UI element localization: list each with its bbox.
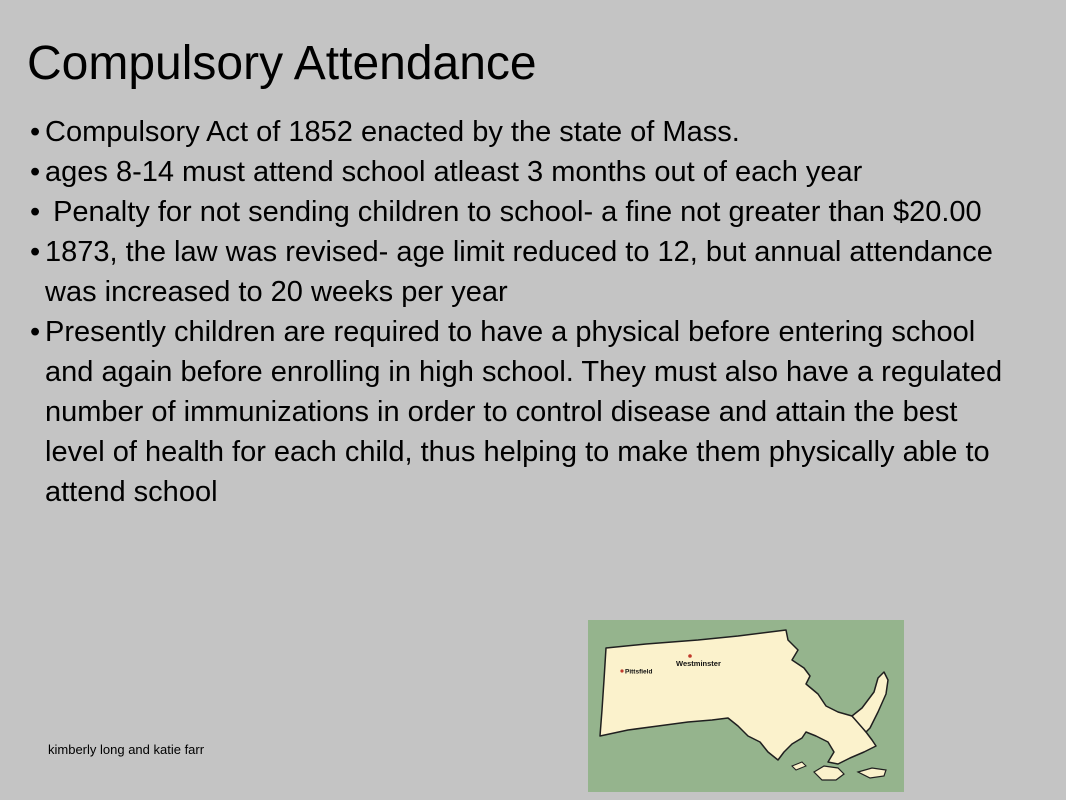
- slide-title: Compulsory Attendance: [27, 37, 537, 90]
- pittsfield-marker: [620, 669, 623, 672]
- westminster-label: Westminster: [676, 659, 721, 668]
- westminster-marker: [688, 654, 692, 658]
- bullet-item: • 1873, the law was revised- age limit reduced to 12, but annual attendance was increased to 20 weeks per year: [30, 232, 1020, 312]
- bullet-list: [30, 112, 1020, 512]
- bullet-item: • ages 8-14 must attend school atleast 3 months out of each year: [30, 152, 1020, 192]
- bullet-item: • Presently children are required to have a physical before entering school and again before enrolling in high school. They must also have a regulated number of immunizations in order to control disease and attain the best level of health for each child, thus helping to make them physically able to attend school: [30, 312, 1020, 512]
- pittsfield-label: Pittsfield: [625, 668, 653, 676]
- bullet-item: • Compulsory Act of 1852 enacted by the state of Mass.: [30, 112, 1020, 152]
- author-credit: kimberly long and katie farr: [48, 742, 205, 757]
- bullet-item: • Penalty for not sending children to school- a fine not greater than $20.00: [30, 192, 1020, 232]
- massachusetts-map: [588, 620, 904, 792]
